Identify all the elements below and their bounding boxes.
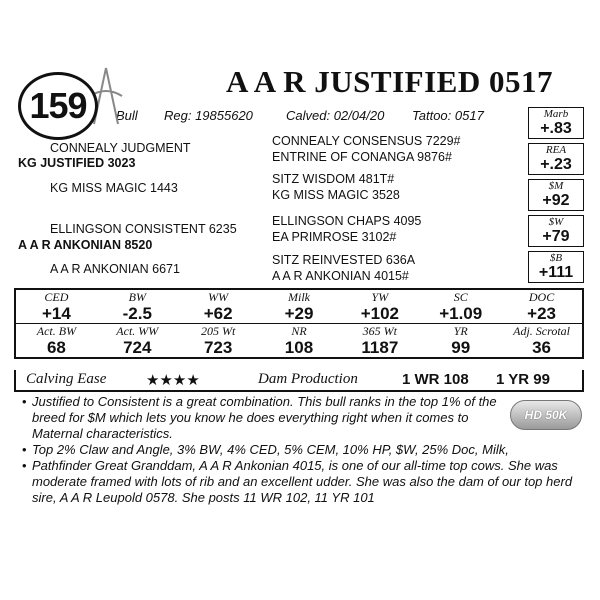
performance-table (14, 288, 584, 359)
epd-label-yw: YW (371, 290, 389, 304)
epd-label-doc: DOC (528, 290, 555, 304)
index-label: $B (549, 252, 563, 264)
sire-dam-sire: SITZ WISDOM 481T# (272, 172, 395, 186)
dam-production-yr: 1 YR 99 (496, 371, 550, 388)
comment-item: • Top 2% Claw and Angle, 3% BW, 4% CED, 5% CEM, 10% HP, $W, 25% Doc, Milk, (22, 442, 582, 458)
dam-dam-sire: SITZ REINVESTED 636A (272, 253, 416, 267)
index-value: +.23 (540, 156, 572, 173)
actual-value-205: 723 (203, 338, 233, 357)
tattoo: Tattoo: 0517 (412, 108, 484, 123)
hd50k-badge: HD 50K (510, 400, 582, 430)
calving-ease-row (14, 370, 584, 392)
comment-item: • Pathfinder Great Granddam, A A R Ankonian 4015, is one of our all-time top cows. She was moderate framed with lots of rib and an excellent udder. She was also the dam of our top herd sire, A A R Leupold 0578. She posts 11 WR 102, 11 YR 101 (22, 458, 582, 506)
dam: A A R ANKONIAN 8520 (18, 238, 153, 252)
actual-value-scrotal: 36 (532, 338, 552, 357)
actual-value-bw: 68 (46, 338, 66, 357)
dam-production-label: Dam Production (258, 371, 358, 387)
registration-number: Reg: 19855620 (164, 108, 253, 123)
index-box-marb (528, 107, 584, 139)
sire-dam: KG MISS MAGIC 1443 (50, 181, 178, 195)
epd-value-ced: +14 (42, 304, 71, 323)
dam-production-wr: 1 WR 108 (402, 371, 469, 388)
epd-values (16, 304, 582, 323)
actual-values (16, 338, 582, 357)
actual-label-bw: Act. BW (36, 324, 77, 338)
dam-sire-dam: EA PRIMROSE 3102# (272, 230, 397, 244)
dam-dam-dam: A A R ANKONIAN 4015# (272, 269, 409, 283)
actual-label-yr: YR (453, 324, 468, 338)
actual-label-365: 365 Wt (362, 324, 398, 338)
sire-sire-dam: ENTRINE OF CONANGA 9876# (272, 150, 452, 164)
epd-label-ced: CED (44, 290, 69, 304)
index-box-b (528, 251, 584, 283)
sire-sire: CONNEALY JUDGMENT (50, 141, 191, 155)
epd-label-bw: BW (128, 290, 146, 304)
index-value: +92 (542, 192, 570, 209)
comments (22, 394, 582, 506)
epd-value-yw: +102 (360, 304, 399, 323)
actual-value-ww: 724 (123, 338, 152, 357)
index-value: +.83 (540, 120, 572, 137)
sire-dam-dam: KG MISS MAGIC 3528 (272, 188, 400, 202)
epd-label-sc: SC (453, 290, 468, 304)
sire-sire-sire: CONNEALY CONSENSUS 7229# (272, 134, 461, 148)
lot-number: 159 (18, 72, 98, 140)
epd-value-sc: +1.09 (439, 304, 483, 323)
dam-sire-sire: ELLINGSON CHAPS 4095 (272, 214, 422, 228)
index-value: +79 (542, 228, 570, 245)
calving-ease-stars: ★★★★ (146, 373, 200, 389)
dam-dam: A A R ANKONIAN 6671 (50, 262, 180, 276)
sire: KG JUSTIFIED 3023 (18, 156, 136, 170)
epd-label-ww: WW (208, 290, 229, 304)
comment-item: • Justified to Consistent is a great combination. This bull ranks in the top 1% of the breed for $M which lets you know he does everything right when it comes to Maternal characteristics. (22, 394, 502, 442)
index-box-w (528, 215, 584, 247)
epd-value-bw: -2.5 (122, 304, 152, 323)
actual-label-205: 205 Wt (200, 324, 236, 338)
actual-labels (16, 324, 582, 338)
index-label: $M (548, 180, 564, 192)
actual-label-scrotal: Adj. Scrotal (513, 324, 570, 338)
index-label: $W (548, 216, 564, 228)
index-box-rea (528, 143, 584, 175)
index-box-m (528, 179, 584, 211)
actual-label-ww: Act. WW (116, 324, 159, 338)
animal-name: A A R JUSTIFIED 0517 (226, 64, 553, 99)
epd-value-doc: +23 (527, 304, 556, 323)
actual-value-nr: 108 (284, 338, 314, 357)
calving-ease-label: Calving Ease (26, 371, 107, 387)
epd-label-milk: Milk (287, 290, 310, 304)
sex: Bull (116, 108, 138, 123)
index-label: Marb (543, 108, 569, 120)
epd-value-milk: +29 (284, 304, 314, 323)
dam-sire: ELLINGSON CONSISTENT 6235 (50, 222, 237, 236)
calved-date: Calved: 02/04/20 (286, 108, 385, 123)
index-label: REA (545, 144, 567, 156)
index-value: +111 (538, 264, 574, 281)
actual-label-nr: NR (291, 324, 307, 338)
epd-labels (16, 290, 582, 304)
actual-value-365: 1187 (361, 338, 399, 357)
epd-value-ww: +62 (203, 304, 233, 323)
actual-value-yr: 99 (451, 338, 471, 357)
